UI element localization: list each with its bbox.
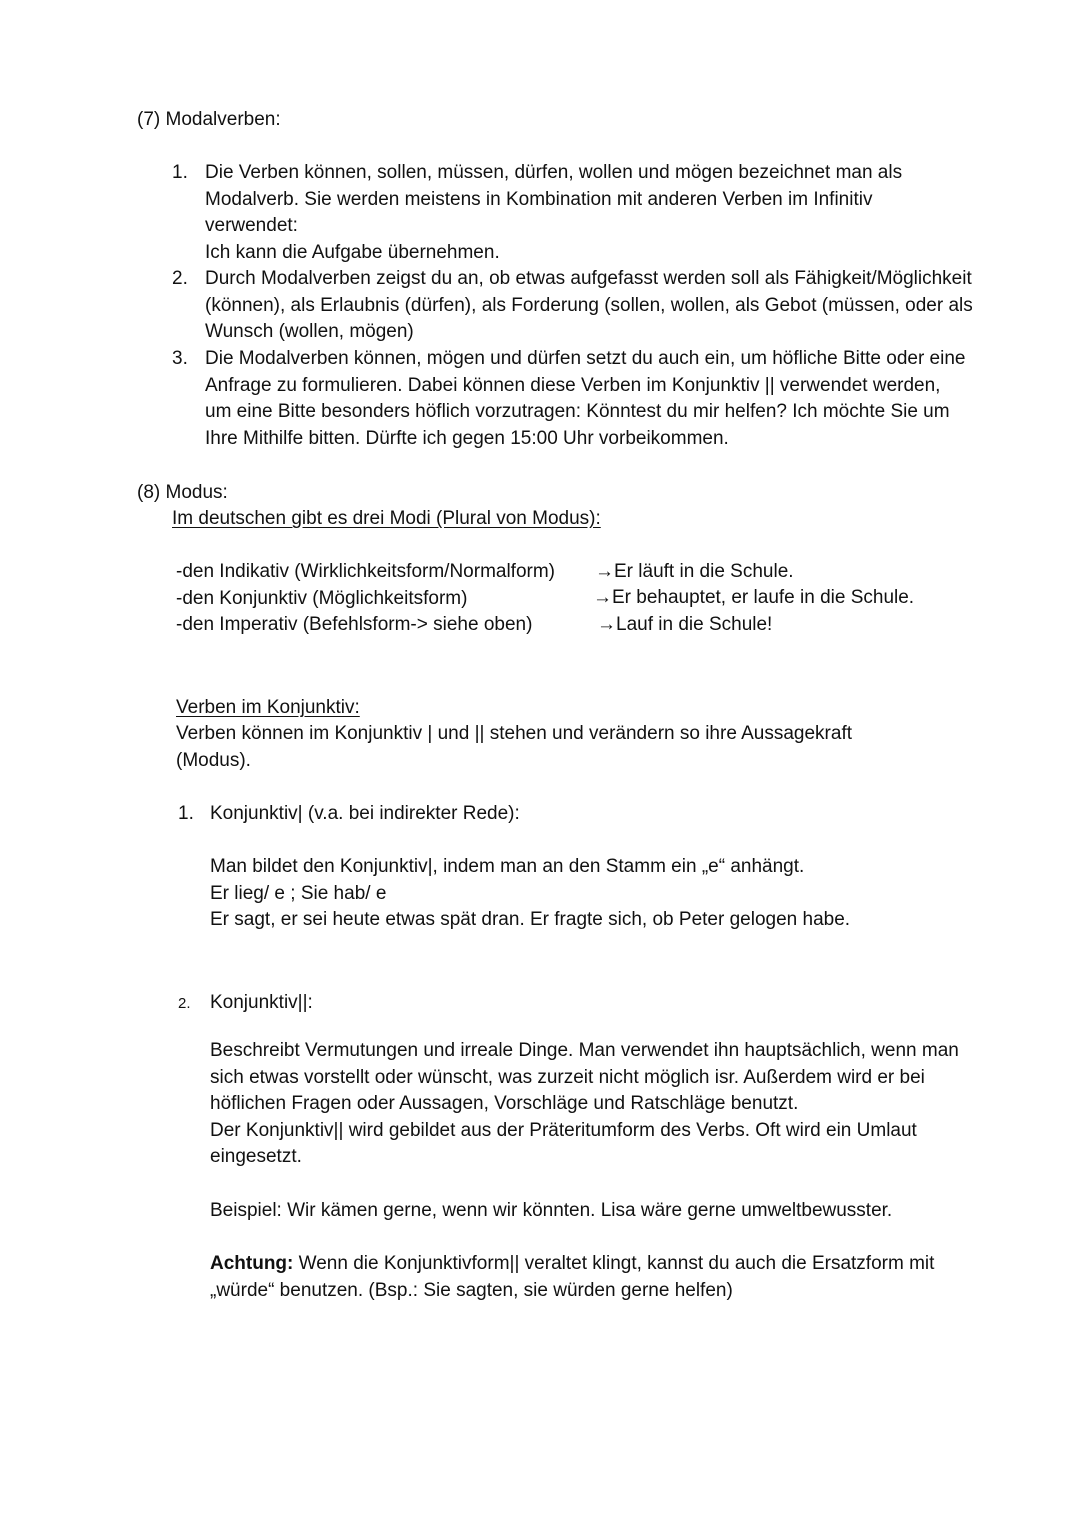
note-text: Wenn die Konjunktivform|| veraltet klingt, kannst du auch die Ersatzform mit	[293, 1253, 935, 1274]
konjunktiv-intro	[176, 721, 852, 774]
section-7-heading: (7) Modalverben:	[137, 109, 281, 130]
konjunktiv-1-title: Konjunktiv| (v.a. bei indirekter Rede):	[210, 803, 520, 824]
note-label: Achtung:	[210, 1253, 294, 1274]
konjunktiv-1-body	[210, 854, 850, 934]
text-line: „würde“ benutzen. (Bsp.: Sie sagten, sie würden gerne helfen)	[210, 1279, 733, 1301]
text-line: Man bildet den Konjunktiv|, indem man an den Stamm ein „e“ anhängt.	[210, 856, 805, 877]
text-line: Er sagt, er sei heute etwas spät dran. Er fragte sich, ob Peter gelogen habe.	[210, 909, 851, 930]
text-line: Anfrage zu formulieren. Dabei können diese Verben im Konjunktiv || verwendet werden,	[205, 374, 941, 396]
text-line: verwendet:	[205, 215, 298, 236]
konjunktiv-2-title: Konjunktiv||:	[210, 992, 313, 1013]
text-line: eingesetzt.	[210, 1146, 302, 1167]
konjunktiv-2-body	[210, 1038, 959, 1171]
modus-example: →Er läuft in die Schule.	[595, 561, 794, 582]
modus-example: →Er behauptet, er laufe in die Schule.	[593, 587, 915, 608]
konjunktiv-heading: Verben im Konjunktiv:	[176, 697, 360, 718]
text-line: (Modus).	[176, 749, 251, 771]
konjunktiv-2-note	[210, 1251, 934, 1304]
text-line: Wunsch (wollen, mögen)	[205, 321, 414, 342]
modus-name: -den Imperativ (Befehlsform-> siehe oben)	[176, 614, 533, 635]
konjunktiv-2-example: Beispiel: Wir kämen gerne, wenn wir könnten. Lisa wäre gerne umweltbewusster.	[210, 1200, 893, 1221]
text-line: Ich kann die Aufgabe übernehmen.	[205, 241, 500, 263]
section-8-heading: (8) Modus:	[137, 482, 228, 503]
modus-example: →Lauf in die Schule!	[597, 614, 773, 635]
list-number: 2.	[178, 995, 191, 1012]
list-number: 2.	[172, 268, 188, 289]
text-line: Ihre Mithilfe bitten. Dürfte ich gegen 15:00 Uhr vorbeikommen.	[205, 427, 729, 449]
text-line: Die Modalverben können, mögen und dürfen setzt du auch ein, um höfliche Bitte oder eine	[205, 348, 966, 369]
text-line: Beschreibt Vermutungen und irreale Dinge. Man verwendet ihn hauptsächlich, wenn man	[210, 1040, 959, 1061]
text-line: Die Verben können, sollen, müssen, dürfen, wollen und mögen bezeichnet man als	[205, 162, 903, 183]
modus-name: -den Konjunktiv (Möglichkeitsform)	[176, 587, 468, 609]
text-line: Verben können im Konjunktiv | und || stehen und verändern so ihre Aussagekraft	[176, 723, 853, 744]
text-line: sich etwas vorstellt oder wünscht, was zurzeit nicht möglich isr. Außerdem wird er bei	[210, 1066, 925, 1088]
modus-name: -den Indikativ (Wirklichkeitsform/Normalform)	[176, 561, 556, 582]
list-item	[205, 346, 965, 452]
list-number: 1.	[172, 162, 188, 183]
text-line: Durch Modalverben zeigst du an, ob etwas aufgefasst werden soll als Fähigkeit/Möglichkeit	[205, 268, 972, 289]
text-line: (können), als Erlaubnis (dürfen), als Forderung (sollen, wollen, als Gebot (müssen, oder als	[205, 294, 973, 316]
list-number: 3.	[172, 348, 188, 369]
list-item	[205, 160, 902, 266]
modi-subheading: Im deutschen gibt es drei Modi (Plural von Modus):	[172, 508, 601, 529]
text-line: um eine Bitte besonders höflich vorzutragen: Könntest du mir helfen? Ich möchte Sie um	[205, 401, 950, 422]
text-line: höflichen Fragen oder Aussagen, Vorschläge und Ratschläge benutzt.	[210, 1093, 799, 1114]
list-number: 1.	[178, 803, 194, 824]
modi-names	[176, 559, 555, 639]
text-line: Er lieg/ e ; Sie hab/ e	[210, 882, 387, 904]
text-line	[210, 1251, 934, 1278]
text-line: Der Konjunktiv|| wird gebildet aus der Präteritumform des Verbs. Oft wird ein Umlaut	[210, 1119, 917, 1141]
list-item	[205, 266, 973, 346]
text-line: Modalverb. Sie werden meistens in Kombination mit anderen Verben im Infinitiv	[205, 188, 873, 210]
